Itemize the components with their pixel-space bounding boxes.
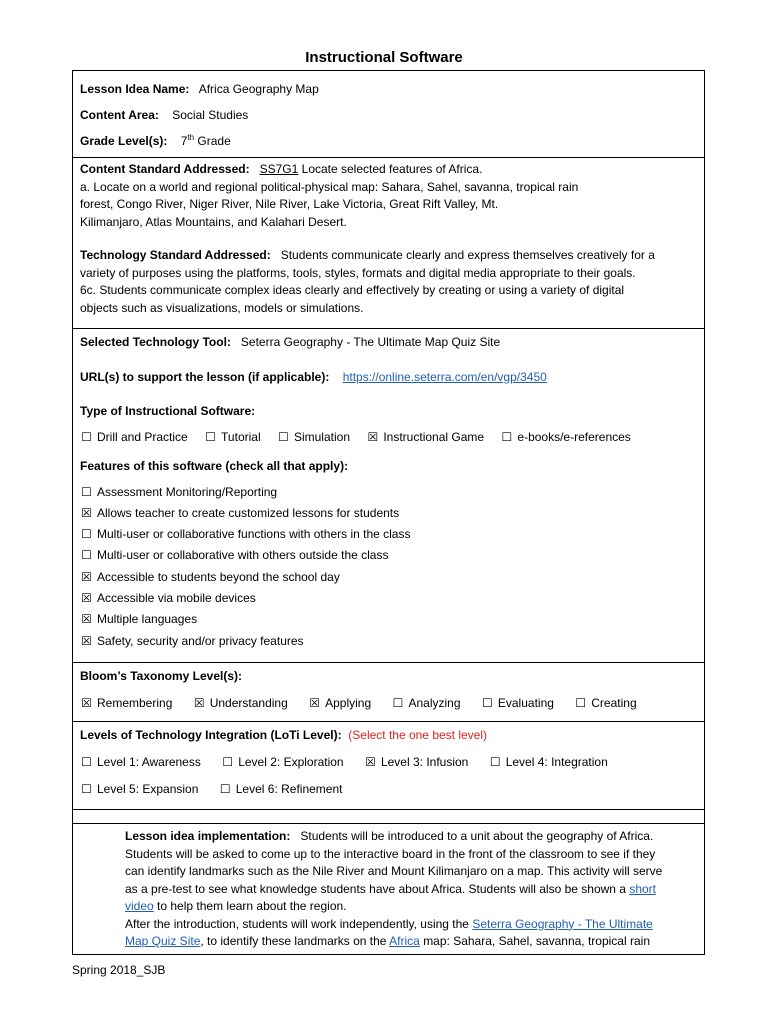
page-title: Instructional Software	[305, 49, 463, 66]
implementation-line-4: as a pre-test to see what knowledge students have about Africa. Students will also be shown a	[125, 881, 626, 896]
checked-checkbox-icon: ☒	[81, 695, 92, 710]
loti-option-level-1[interactable]: ☐ Level 1: Awareness	[80, 754, 201, 772]
checked-checkbox-icon: ☒	[81, 590, 92, 605]
implementation-line-7-end: map: Sahara, Sahel, savanna, tropical rain	[423, 934, 650, 948]
grade-level-suffix: th	[187, 133, 195, 142]
tech-tool-label: Selected Technology Tool:	[80, 335, 231, 349]
features-label: Features of this software (check all that apply):	[80, 459, 349, 473]
tech-standard-line-2: variety of purposes using the platforms, tools, styles, formats and digital media appropriate to their goals.	[80, 265, 636, 280]
content-standard-line-2: forest, Congo River, Niger River, Nile River, Lake Victoria, Great Rift Valley, Mt.	[80, 197, 499, 211]
loti-option-level-3[interactable]: ☒ Level 3: Infusion	[364, 754, 468, 772]
checkbox-icon: ☐	[81, 429, 92, 444]
checkbox-icon: ☐	[81, 484, 92, 499]
loti-option-level-5[interactable]: ☐ Level 5: Expansion	[80, 781, 198, 799]
loti-option-level-6[interactable]: ☐ Level 6: Refinement	[219, 781, 343, 799]
url-link[interactable]: https://online.seterra.com/en/vgp/3450	[342, 369, 547, 384]
implementation-label: Lesson idea implementation:	[125, 829, 291, 843]
page-footer: Spring 2018_SJB	[72, 963, 166, 977]
blooms-label: Bloom’s Taxonomy Level(s):	[80, 669, 243, 683]
checkbox-icon: ☐	[481, 695, 493, 710]
checkbox-icon: ☐	[501, 429, 513, 444]
implementation-line-5: to help them learn about the region.	[157, 899, 347, 913]
tech-standard-line-4: objects such as visualizations, models or simulations.	[80, 300, 364, 315]
checkbox-icon: ☐	[392, 695, 404, 710]
loti-label: Levels of Technology Integration (LoTi Level):	[80, 728, 342, 742]
feature-option[interactable]: ☒ Allows teacher to create customized lessons for students	[80, 503, 698, 524]
short-video-link[interactable]: short	[629, 881, 656, 896]
standards-row	[73, 158, 705, 329]
feature-option[interactable]: ☒ Accessible to students beyond the school day	[80, 567, 698, 588]
lesson-form-table	[72, 70, 705, 955]
implementation-line-6: After the introduction, students will work independently, using the	[125, 916, 469, 931]
checkbox-icon: ☐	[81, 782, 92, 796]
africa-map-link[interactable]: Africa	[389, 934, 420, 948]
content-standard-text: Locate selected features of Africa.	[301, 162, 483, 176]
feature-option[interactable]: ☐ Multi-user or collaborative with others outside the class	[80, 545, 698, 566]
blooms-options	[80, 695, 698, 713]
checked-checkbox-icon: ☒	[81, 633, 92, 648]
implementation-row	[73, 824, 705, 955]
blooms-option-evaluating[interactable]: ☐ Evaluating	[481, 695, 554, 713]
checkbox-icon: ☐	[575, 695, 587, 710]
checkbox-icon: ☐	[81, 527, 92, 542]
loti-option-level-4[interactable]: ☐ Level 4: Integration	[489, 754, 608, 772]
tech-standard-line-3: 6c. Students communicate complex ideas clearly and effectively by creating or using a variety of digital	[80, 283, 625, 297]
blooms-option-creating[interactable]: ☐ Creating	[574, 695, 636, 713]
technology-tool-row	[73, 329, 705, 663]
type-option-tutorial[interactable]: ☐ Tutorial	[204, 429, 261, 447]
loti-note: (Select the one best level)	[348, 728, 488, 742]
tech-tool-value: Seterra Geography - The Ultimate Map Quiz Site	[240, 335, 501, 349]
checked-checkbox-icon: ☒	[365, 754, 376, 769]
loti-options-row-1	[80, 754, 698, 772]
checked-checkbox-icon: ☒	[81, 505, 92, 520]
content-standard-label: Content Standard Addressed:	[80, 162, 250, 176]
feature-option[interactable]: ☒ Accessible via mobile devices	[80, 588, 698, 609]
checked-checkbox-icon: ☒	[81, 612, 92, 627]
type-option-simulation[interactable]: ☐ Simulation	[277, 429, 350, 447]
content-area-value: Social Studies	[172, 108, 249, 122]
checked-checkbox-icon: ☒	[81, 569, 92, 584]
loti-options-row-2	[80, 781, 698, 799]
blooms-row	[73, 663, 705, 722]
feature-option[interactable]: ☐ Multi-user or collaborative functions with others in the class	[80, 524, 698, 545]
loti-row	[73, 722, 705, 810]
type-option-drill[interactable]: ☐ Drill and Practice	[80, 429, 188, 447]
url-label: URL(s) to support the lesson (if applicable):	[80, 369, 330, 384]
feature-option[interactable]: ☐ Assessment Monitoring/Reporting	[80, 482, 698, 503]
implementation-line-2: Students will be asked to come up to the interactive board in the front of the classroom to see if they	[125, 846, 656, 861]
tech-standard-text: Students communicate clearly and express themselves creatively for a	[280, 248, 655, 262]
content-standard-line-1: a. Locate on a world and regional political-physical map: Sahara, Sahel, savanna, tropical rain	[80, 179, 579, 194]
type-option-ebooks[interactable]: ☐ e-books/e-references	[500, 429, 630, 447]
checkbox-icon: ☐	[81, 754, 92, 769]
software-type-label: Type of Instructional Software:	[80, 404, 256, 418]
checkbox-icon: ☐	[489, 754, 501, 769]
blooms-option-remembering[interactable]: ☒ Remembering	[80, 695, 172, 713]
content-area-label: Content Area:	[80, 108, 159, 122]
lesson-idea-value: Africa Geography Map	[198, 82, 319, 96]
implementation-text-1: Students will be introduced to a unit about the geography of Africa.	[300, 829, 654, 843]
content-standard-line-3: Kilimanjaro, Atlas Mountains, and Kalahari Desert.	[80, 214, 347, 229]
lesson-info-row	[73, 71, 705, 158]
checkbox-icon: ☐	[81, 548, 92, 563]
checkbox-icon: ☐	[278, 429, 289, 444]
tech-standard-label: Technology Standard Addressed:	[80, 248, 271, 262]
feature-option[interactable]: ☒ Safety, security and/or privacy features	[80, 631, 698, 652]
checkbox-icon: ☐	[205, 429, 216, 444]
loti-option-level-2[interactable]: ☐ Level 2: Exploration	[221, 754, 343, 772]
short-video-link-cont[interactable]: video	[125, 899, 154, 913]
blooms-option-understanding[interactable]: ☒ Understanding	[193, 695, 288, 713]
checkbox-icon: ☐	[219, 782, 231, 796]
seterra-link[interactable]: Seterra Geography - The Ultimate	[472, 916, 653, 931]
checked-checkbox-icon: ☒	[367, 429, 379, 444]
checked-checkbox-icon: ☒	[309, 695, 320, 710]
checked-checkbox-icon: ☒	[193, 695, 205, 710]
checkbox-icon: ☐	[222, 754, 234, 769]
lesson-idea-label: Lesson Idea Name:	[80, 82, 190, 96]
grade-level-label: Grade Level(s):	[80, 134, 168, 148]
seterra-link-cont[interactable]: Map Quiz Site	[125, 934, 201, 948]
grade-level-number: 7	[180, 134, 188, 148]
implementation-line-3: can identify landmarks such as the Nile River and Mount Kilimanjaro on a map. This activity will serve	[125, 864, 663, 878]
blooms-option-analyzing[interactable]: ☐ Analyzing	[392, 695, 461, 713]
content-standard-code: SS7G1	[259, 162, 299, 176]
empty-row	[73, 810, 705, 824]
implementation-line-7: , to identify these landmarks on the	[200, 934, 387, 948]
blooms-option-applying[interactable]: ☒ Applying	[308, 695, 371, 713]
feature-option[interactable]: ☒ Multiple languages	[80, 609, 698, 630]
grade-level-word: Grade	[197, 134, 231, 148]
software-type-options	[80, 429, 698, 447]
type-option-game[interactable]: ☒ Instructional Game	[366, 429, 484, 447]
